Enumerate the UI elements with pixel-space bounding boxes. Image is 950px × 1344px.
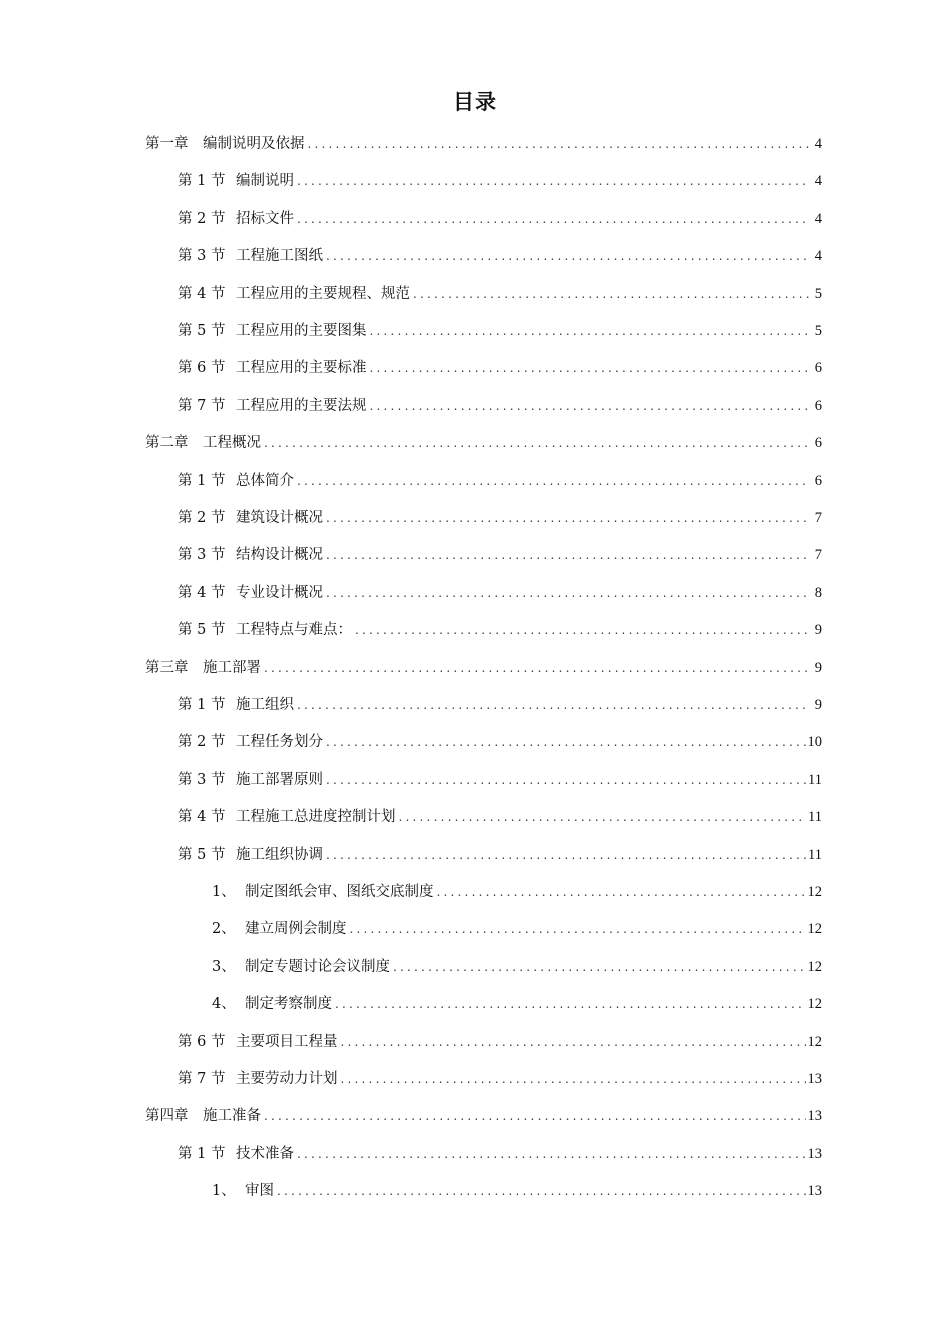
- toc-row: [178, 1069, 822, 1089]
- toc-page-number: 10: [807, 734, 822, 751]
- toc-entry-number: 第 3 节: [178, 547, 226, 564]
- toc-page-number: 4: [814, 248, 822, 265]
- toc-page-number: 7: [814, 510, 822, 526]
- toc-section-entry[interactable]: [0, 348, 950, 385]
- toc-row: [145, 1106, 822, 1126]
- toc-section-entry[interactable]: [0, 610, 950, 647]
- toc-row: [178, 770, 822, 790]
- toc-entry-label: 建立周例会制度: [245, 921, 347, 938]
- toc-subsection-entry[interactable]: [0, 909, 950, 946]
- toc-entry-number: 2、: [212, 921, 236, 938]
- dot-leader: [370, 396, 811, 416]
- toc-section-entry[interactable]: [0, 1059, 950, 1096]
- dot-leader: [399, 807, 807, 827]
- toc-row: [178, 1144, 822, 1164]
- toc-row: [178, 171, 822, 191]
- page-title: 目录: [453, 90, 497, 114]
- dot-leader: [297, 209, 810, 229]
- toc-row: [178, 321, 822, 341]
- toc-entry-number: 3、: [212, 958, 236, 975]
- toc-entry-label: 工程应用的主要法规: [236, 397, 367, 414]
- toc-chapter-entry[interactable]: [0, 1096, 950, 1133]
- toc-section-entry[interactable]: [0, 1134, 950, 1171]
- toc-entry-label: 施工准备: [203, 1108, 261, 1125]
- toc-section-entry[interactable]: [0, 760, 950, 797]
- dot-leader: [370, 321, 811, 341]
- dot-leader: [355, 620, 810, 640]
- toc-entry-number: 4、: [212, 996, 236, 1013]
- toc-page-number: 11: [808, 771, 822, 788]
- toc-entry-label: 工程概况: [203, 435, 261, 452]
- dot-leader: [297, 1144, 806, 1164]
- toc-page-number: 7: [814, 547, 822, 564]
- toc-page-number: 9: [814, 659, 822, 676]
- toc-entry-label: 施工组织协调: [236, 846, 323, 863]
- toc-page-number: 8: [814, 584, 822, 601]
- toc-entry-label: 施工组织: [236, 697, 294, 713]
- toc-page-number: 5: [814, 285, 822, 302]
- toc-entry-label: 工程任务划分: [236, 734, 323, 751]
- toc-page-number: 6: [814, 435, 822, 452]
- toc-page-number: 12: [807, 958, 822, 975]
- toc-entry-number: 第 6 节: [178, 1033, 226, 1050]
- dot-leader: [413, 284, 810, 304]
- toc-entry-label: 建筑设计概况: [236, 510, 323, 526]
- toc-entry-number: 第 4 节: [178, 285, 226, 302]
- toc-chapter-entry[interactable]: [0, 124, 950, 161]
- toc-page-number: 12: [807, 996, 822, 1013]
- toc-row: [178, 358, 822, 378]
- toc-row: [178, 396, 822, 416]
- toc-entry-label: 工程施工总进度控制计划: [236, 809, 396, 826]
- toc-entry-number: 第 3 节: [178, 248, 226, 265]
- dot-leader: [326, 545, 810, 565]
- toc-row: [145, 658, 822, 678]
- toc-entry-number: 第四章: [145, 1108, 189, 1125]
- toc-entry-number: 第 7 节: [178, 1071, 226, 1087]
- dot-leader: [335, 994, 806, 1014]
- toc-entry-label: 主要劳动力计划: [236, 1071, 338, 1087]
- dot-leader: [341, 1032, 806, 1052]
- toc-page-number: 11: [808, 846, 822, 863]
- toc-entry-number: 第 4 节: [178, 584, 226, 601]
- toc-row: [212, 882, 822, 902]
- toc-section-entry[interactable]: [0, 685, 950, 722]
- toc-row: [145, 134, 822, 154]
- toc-row: [178, 807, 822, 827]
- toc-page-number: 13: [807, 1108, 822, 1125]
- toc-page-number: 5: [814, 323, 822, 339]
- toc-section-entry[interactable]: [0, 573, 950, 610]
- dot-leader: [326, 845, 806, 865]
- dot-leader: [437, 882, 806, 902]
- toc-section-entry[interactable]: [0, 199, 950, 236]
- toc-row: [178, 620, 822, 640]
- toc-entry-label: 专业设计概况: [236, 584, 323, 601]
- toc-entry-label: 编制说明及依据: [203, 136, 305, 152]
- toc-page-number: 4: [814, 173, 822, 190]
- toc-page-number: 4: [814, 136, 822, 152]
- toc-row: [178, 545, 822, 565]
- toc-entry-number: 第 1 节: [178, 1145, 226, 1162]
- toc-row: [178, 471, 822, 491]
- toc-entry-number: 第 5 节: [178, 622, 226, 639]
- toc-chapter-entry[interactable]: [0, 648, 950, 685]
- toc-entry-label: 工程应用的主要规程、规范: [236, 285, 410, 302]
- toc-entry-label: 编制说明: [236, 173, 294, 190]
- toc-entry-number: 1、: [212, 884, 236, 900]
- toc-row: [178, 246, 822, 266]
- toc-row: [178, 284, 822, 304]
- toc-row: [145, 433, 822, 453]
- toc-entry-number: 第 2 节: [178, 210, 226, 227]
- toc-entry-label: 总体简介: [236, 472, 294, 489]
- toc-subsection-entry[interactable]: [0, 1171, 950, 1208]
- dot-leader: [326, 770, 806, 790]
- toc-entry-number: 第 4 节: [178, 809, 226, 826]
- dot-leader: [297, 471, 810, 491]
- dot-leader: [277, 1181, 806, 1201]
- toc-page-number: 12: [807, 884, 822, 900]
- toc-entry-number: 1、: [212, 1183, 236, 1200]
- toc-entry-label: 招标文件: [236, 210, 294, 227]
- toc-row: [178, 845, 822, 865]
- toc-subsection-entry[interactable]: [0, 984, 950, 1021]
- dot-leader: [264, 1106, 806, 1126]
- toc-entry-number: 第 6 节: [178, 360, 226, 377]
- toc-entry-number: 第 3 节: [178, 771, 226, 788]
- toc-page-number: 13: [807, 1071, 822, 1087]
- toc-entry-number: 第 1 节: [178, 472, 226, 489]
- toc-entry-label: 制定图纸会审、图纸交底制度: [245, 884, 434, 900]
- toc-section-entry[interactable]: [0, 498, 950, 535]
- toc-entry-number: 第 2 节: [178, 734, 226, 751]
- toc-entry-label: 制定考察制度: [245, 996, 332, 1013]
- toc-page-number: 13: [807, 1145, 822, 1162]
- toc-row: [178, 583, 822, 603]
- toc-entry-number: 第 1 节: [178, 173, 226, 190]
- toc-section-entry[interactable]: [0, 386, 950, 423]
- toc-row: [212, 957, 822, 977]
- dot-leader: [393, 957, 806, 977]
- dot-leader: [297, 171, 810, 191]
- toc-entry-number: 第 7 节: [178, 397, 226, 414]
- toc-page-number: 6: [814, 397, 822, 414]
- toc-row: [178, 1032, 822, 1052]
- toc-entry-label: 施工部署: [203, 659, 261, 676]
- toc-entry-number: 第 2 节: [178, 510, 226, 526]
- dot-leader: [326, 508, 810, 528]
- toc-row: [178, 209, 822, 229]
- dot-leader: [370, 358, 811, 378]
- toc-entry-number: 第 5 节: [178, 323, 226, 339]
- toc-page-number: 12: [807, 1033, 822, 1050]
- toc-entry-label: 技术准备: [236, 1145, 294, 1162]
- toc-row: [178, 732, 822, 752]
- toc-entry-label: 结构设计概况: [236, 547, 323, 564]
- toc-page-number: 6: [814, 360, 822, 377]
- toc-section-entry[interactable]: [0, 797, 950, 834]
- toc-section-entry[interactable]: [0, 722, 950, 759]
- toc-chapter-entry[interactable]: [0, 423, 950, 460]
- dot-leader: [264, 658, 810, 678]
- toc-row: [212, 994, 822, 1014]
- toc-page-number: 4: [814, 210, 822, 227]
- toc-section-entry[interactable]: [0, 161, 950, 198]
- toc-row: [212, 919, 822, 939]
- toc-entry-number: 第二章: [145, 435, 189, 452]
- toc-page-number: 6: [814, 472, 822, 489]
- toc-entry-number: 第三章: [145, 659, 189, 676]
- toc-entry-number: 第 5 节: [178, 846, 226, 863]
- toc-subsection-entry[interactable]: [0, 947, 950, 984]
- dot-leader: [308, 134, 811, 154]
- toc-page-number: 9: [814, 622, 822, 639]
- toc-section-entry[interactable]: [0, 535, 950, 572]
- toc-section-entry[interactable]: [0, 835, 950, 872]
- dot-leader: [350, 919, 806, 939]
- toc-entry-label: 工程施工图纸: [236, 248, 323, 265]
- toc-entry-number: 第一章: [145, 136, 189, 152]
- toc-section-entry[interactable]: [0, 1022, 950, 1059]
- toc-entry-label: 审图: [245, 1183, 274, 1200]
- toc-row: [178, 508, 822, 528]
- toc-entry-label: 工程应用的主要图集: [236, 323, 367, 339]
- toc-page-number: 11: [808, 809, 822, 826]
- toc-entry-label: 制定专题讨论会议制度: [245, 958, 390, 975]
- toc-entry-label: 主要项目工程量: [236, 1033, 338, 1050]
- dot-leader: [326, 732, 806, 752]
- toc-entry-label: 施工部署原则: [236, 771, 323, 788]
- dot-leader: [341, 1069, 806, 1089]
- toc-section-entry[interactable]: [0, 274, 950, 311]
- dot-leader: [326, 583, 810, 603]
- toc-entry-number: 第 1 节: [178, 697, 226, 713]
- dot-leader: [264, 433, 810, 453]
- toc-page-number: 9: [814, 697, 822, 713]
- toc-row: [178, 695, 822, 715]
- toc-subsection-entry[interactable]: [0, 872, 950, 909]
- toc-page-number: 12: [807, 921, 822, 938]
- toc-page-number: 13: [807, 1183, 822, 1200]
- toc-entry-label: 工程应用的主要标准: [236, 360, 367, 377]
- toc-section-entry[interactable]: [0, 236, 950, 273]
- toc-row: [212, 1181, 822, 1201]
- dot-leader: [297, 695, 810, 715]
- toc-section-entry[interactable]: [0, 311, 950, 348]
- dot-leader: [326, 246, 810, 266]
- toc-section-entry[interactable]: [0, 461, 950, 498]
- toc-entry-label: 工程特点与难点：: [236, 622, 352, 639]
